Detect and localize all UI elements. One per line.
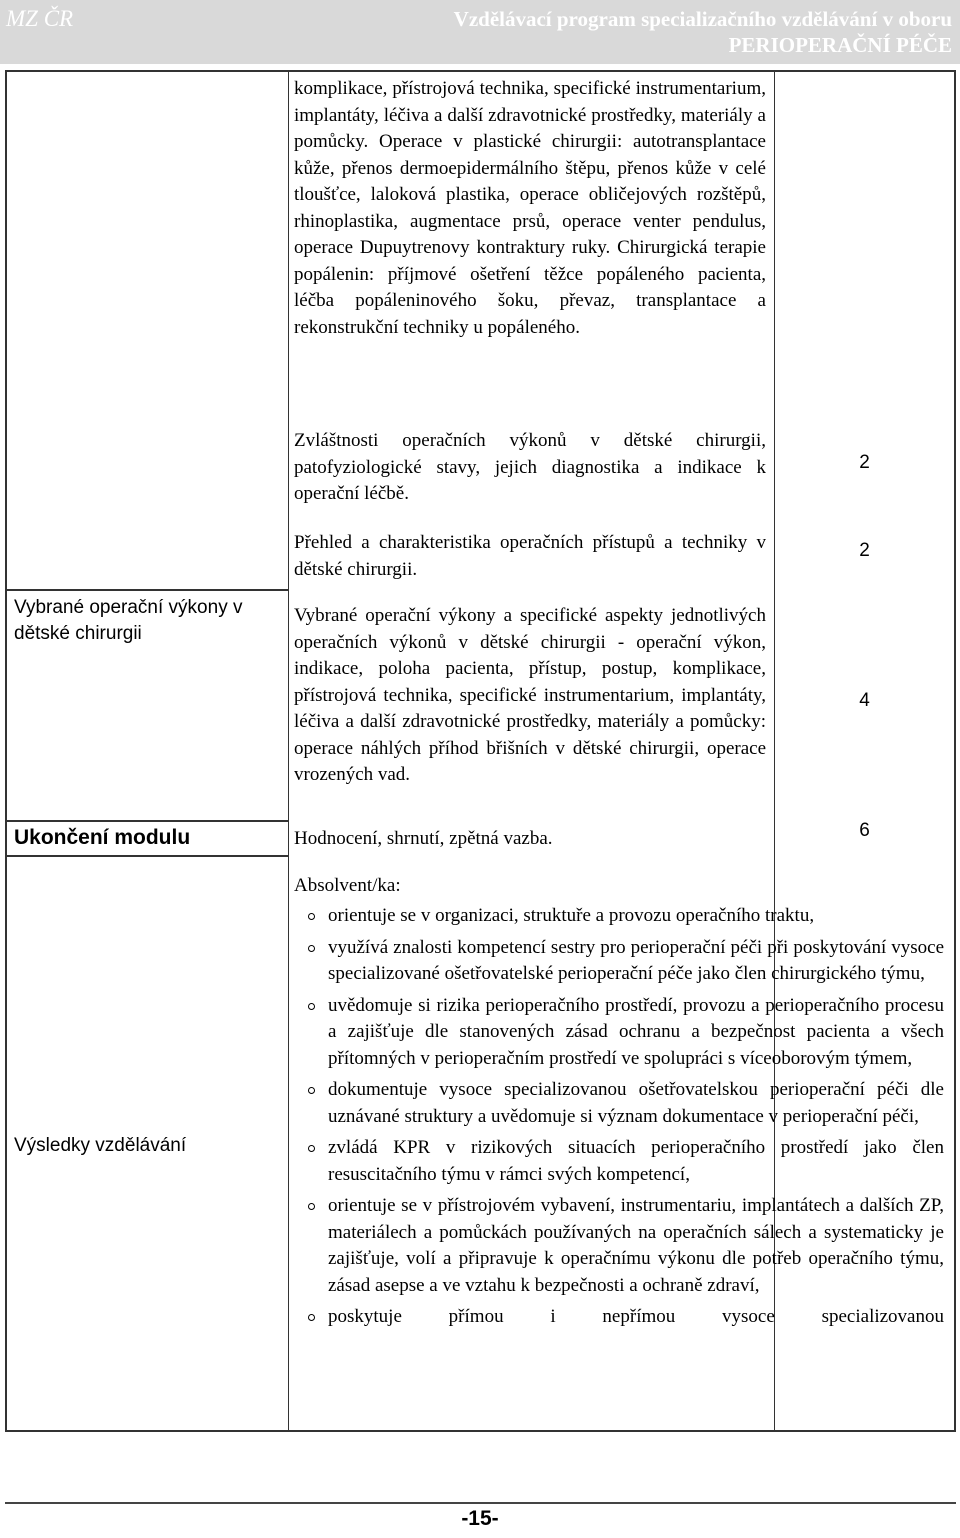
bullet-icon (308, 945, 315, 952)
list-item (294, 1304, 944, 1331)
pediatric-surgery-label: Vybrané operační výkony v dětské chirurgii (14, 597, 243, 644)
header-program-title (454, 6, 952, 58)
outcome-text: dokumentuje vysoce specializovanou ošetřovatelskou perioperační péči dle uznávané struktury a uvědomuje si význam dokumentace v perioperační péči, (328, 1079, 944, 1127)
pediatric-surgery-text: Vybrané operační výkony a specifické aspekty jednotlivých operačních výkonů v dětské chirurgii - operační výkon, indikace, poloha pacienta, přístup, postup, komplikace, přístrojová technika, specifické instrumentarium, implantáty, léčiva a další zdravotnické prostředky, materiály a pomůcky: operace náhlých příhod břišních v dětské chirurgii, operace vrozených vad. (294, 605, 766, 785)
pediatric-specifics-text: Zvláštnosti operačních výkonů v dětské chirurgii, patofyziologické stavy, jejich diagnostika a indikace k operační léčbě. (294, 430, 766, 504)
page-number: -15- (461, 1507, 499, 1530)
learning-outcomes-label: Výsledky vzdělávání (14, 1135, 187, 1156)
row-divider (7, 855, 288, 857)
header-title-line2: PERIOPERAČNÍ PÉČE (728, 33, 952, 57)
approaches-overview-text: Přehled a charakteristika operačních přístupů a techniky v dětské chirurgii. (294, 532, 766, 580)
page-header (0, 0, 960, 64)
plastic-surgery-text: komplikace, přístrojová technika, specifické instrumentarium, implantáty, léčiva a další zdravotnické prostředky, materiály a pomůcky. Operace v plastické chirurgii: autotransplantace kůže, přenos dermoepidermálního štěpu, přenos kůže v celé tloušťce, laloková plastika, operace obličejových rozštěpů, rhinoplastika, augmentace prsů, operace venter pendulus, operace Dupuytrenovy kontraktury ruky. Chirurgická terapie popálenin: příjmové ošetření těžce popáleného pacienta, léčba popáleninového šoku, převaz, transplantace a rekonstrukční techniky u popáleného. (294, 78, 766, 338)
list-item (294, 903, 944, 930)
module-end-hours: 6 (859, 820, 870, 841)
pediatric-specifics-hours: 2 (859, 452, 870, 473)
bullet-icon (308, 1314, 315, 1321)
row-divider (7, 589, 288, 591)
bullet-icon (308, 1087, 315, 1094)
learning-outcomes-list (294, 903, 944, 1336)
bullet-icon (308, 1003, 315, 1010)
module-end-label: Ukončení modulu (14, 826, 191, 849)
outcome-text: zvládá KPR v rizikových situacích perioperačního prostředí jako člen resuscitačního týmu v rámci svých kompetencí, (328, 1137, 944, 1185)
outcome-text: využívá znalosti kompetencí sestry pro perioperační péči při poskytování vysoce specializované ošetřovatelské perioperační péče jako člen chirurgického týmu, (328, 936, 944, 984)
outcome-text: uvědomuje si rizika perioperačního prostředí, provozu a perioperačního procesu a zajišťuje dle stanovených zásad ochranu a bezpečnost pacienta a všech přítomných v perioperačním prostředí ve spolupráci s víceoborovým týmem, (328, 994, 944, 1069)
list-item (294, 1193, 944, 1299)
footer-divider (5, 1502, 956, 1504)
outcome-text: poskytuje přímou i nepřímou vysoce specializovanou (328, 1306, 944, 1327)
list-item (294, 1077, 944, 1130)
list-item (294, 1135, 944, 1188)
approaches-overview-hours: 2 (859, 540, 870, 561)
list-item (294, 935, 944, 988)
row-divider (7, 820, 288, 822)
outcome-text: orientuje se v organizaci, struktuře a provozu operačního traktu, (328, 905, 815, 926)
outcome-text: orientuje se v přístrojovém vybavení, instrumentariu, implantátech a dalších ZP, materiálech a pomůckách používaných na operačních sálech a systematicky je zajišťuje, volí a připravuje k operačnímu výkonu dle potřeb operačního týmu, zásad asepse a ve vztahu k bezpečnosti a ochraně zdraví, (328, 1195, 944, 1296)
column-divider-left (288, 72, 289, 1430)
bullet-icon (308, 1145, 315, 1152)
module-end-text: Hodnocení, shrnutí, zpětná vazba. (294, 828, 553, 849)
bullet-icon (308, 913, 315, 920)
list-item (294, 993, 944, 1073)
graduate-heading: Absolvent/ka: (294, 875, 401, 896)
bullet-icon (308, 1203, 315, 1210)
header-ministry: MZ ČR (6, 6, 74, 31)
pediatric-surgery-hours: 4 (859, 690, 870, 711)
header-title-line1: Vzdělávací program specializačního vzdělávání v oboru (453, 7, 952, 31)
